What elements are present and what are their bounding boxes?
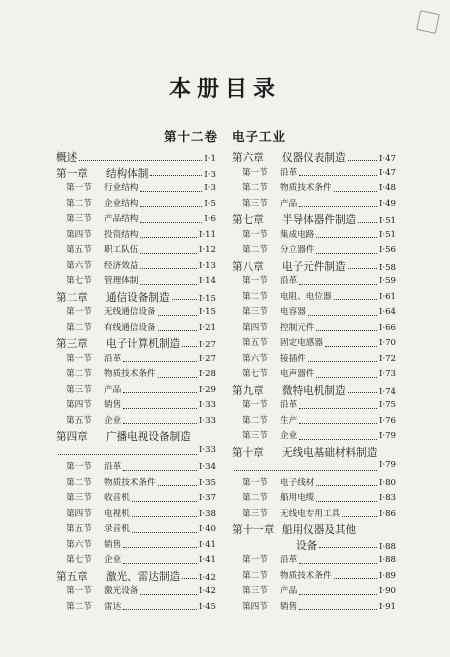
page-number: Ⅰ·41: [198, 555, 216, 565]
page-title: 本册目录: [168, 76, 281, 102]
page-number: Ⅰ·42: [198, 586, 216, 596]
entry-label: 第一节: [242, 400, 268, 410]
entry-title: 电阻、电位器: [280, 291, 332, 302]
page-number: Ⅰ·80: [378, 477, 396, 488]
toc-chapter-entry[interactable]: [56, 336, 216, 352]
page-number: Ⅰ·13: [198, 260, 216, 271]
entry-title: 电视机: [104, 508, 130, 519]
toc-chapter-entry[interactable]: [232, 538, 396, 554]
dot-leader: [172, 298, 197, 300]
entry-label: 第一节: [66, 183, 92, 193]
entry-label: 第三节: [66, 384, 92, 395]
entry-title: 固定电感器: [280, 338, 323, 348]
entry-label: 第二章: [56, 291, 88, 304]
dot-leader: [158, 376, 197, 378]
entry-title: 激光、雷达制造: [106, 570, 181, 583]
entry-title: 沿革: [280, 276, 298, 286]
toc-section-entry[interactable]: [232, 429, 396, 445]
toc-section-entry[interactable]: [232, 398, 396, 414]
page-number: Ⅰ·42: [198, 572, 216, 583]
dot-leader: [358, 221, 377, 223]
page-number: Ⅰ·29: [198, 384, 216, 395]
page-number: Ⅰ·75: [378, 400, 396, 410]
page-number: Ⅰ·48: [378, 183, 396, 193]
volume-name: 电子工业: [232, 129, 287, 144]
entry-title: 物质技术条件: [104, 369, 156, 379]
page-number: Ⅰ·51: [378, 216, 396, 226]
entry-label: 第七节: [66, 276, 92, 286]
entry-title: 概述: [56, 152, 78, 164]
page-number: Ⅰ·3: [204, 169, 216, 180]
entry-title: 电子线材: [280, 477, 315, 488]
entry-title: 管理体制: [104, 276, 139, 286]
dot-leader: [334, 577, 377, 579]
page-number: Ⅰ·1: [204, 154, 216, 164]
toc-chapter-entry[interactable]: [232, 150, 396, 166]
toc-section-entry[interactable]: [56, 321, 216, 337]
dot-leader: [182, 345, 197, 347]
page-number: Ⅰ·88: [378, 541, 396, 552]
dot-leader: [334, 298, 377, 300]
dot-leader: [299, 438, 377, 440]
entry-label: 第二节: [242, 183, 268, 193]
entry-label: 第二节: [66, 477, 92, 488]
toc-section-entry[interactable]: [56, 507, 216, 523]
toc-section-entry[interactable]: [232, 321, 396, 337]
entry-label: 第一节: [242, 276, 268, 286]
page-number: Ⅰ·86: [378, 508, 396, 519]
entry-label: 第六章: [232, 152, 264, 164]
toc-section-entry[interactable]: [56, 460, 216, 476]
toc-section-entry[interactable]: [232, 290, 396, 306]
page-number: Ⅰ·74: [378, 386, 396, 397]
entry-label: 第四章: [56, 431, 88, 443]
dot-leader: [342, 515, 377, 517]
dot-leader: [299, 562, 377, 564]
entry-title: 物质技术条件: [280, 570, 332, 581]
dot-leader: [348, 159, 377, 161]
entry-label: 第一节: [66, 462, 92, 472]
entry-title: 接插件: [280, 353, 306, 364]
toc-section-entry[interactable]: [56, 383, 216, 399]
page-number: Ⅰ·21: [198, 322, 216, 333]
page-number: Ⅰ·14: [198, 276, 216, 286]
page-number: Ⅰ·28: [198, 369, 216, 379]
toc-chapter-entry[interactable]: [232, 522, 396, 538]
toc-chapter-entry[interactable]: [232, 212, 396, 228]
page-number: Ⅰ·59: [378, 276, 396, 286]
entry-label: 第二节: [242, 493, 268, 503]
entry-title: 经济效益: [104, 260, 139, 271]
dot-leader: [123, 562, 197, 564]
toc-section-entry[interactable]: [232, 584, 396, 600]
page-number: Ⅰ·34: [198, 462, 216, 472]
entry-label: 第三节: [242, 198, 268, 209]
toc-chapter-entry[interactable]: [56, 445, 216, 461]
toc-section-entry[interactable]: [56, 522, 216, 538]
page-number: Ⅰ·88: [378, 555, 396, 565]
entry-label: 第一节: [242, 167, 268, 178]
entry-label: 第四节: [242, 322, 268, 333]
dot-leader: [182, 577, 197, 579]
dot-leader: [308, 314, 377, 316]
dot-leader: [123, 546, 197, 548]
corner-mark: [416, 10, 440, 34]
entry-title: 激光设备: [104, 586, 139, 596]
entry-title: 产品: [104, 384, 122, 395]
volume-heading: [0, 127, 450, 145]
dot-leader: [158, 314, 197, 316]
page-number: Ⅰ·89: [378, 570, 396, 581]
entry-label: 第七节: [242, 369, 268, 379]
dot-leader: [132, 531, 197, 533]
page-number: Ⅰ·35: [198, 477, 216, 488]
dot-leader: [299, 174, 377, 176]
page-number: Ⅰ·70: [378, 338, 396, 348]
dot-leader: [299, 283, 377, 285]
entry-label: 第五节: [66, 245, 92, 255]
dot-leader: [319, 546, 377, 548]
entry-title: 有线通信设备: [104, 322, 156, 333]
entry-title: 无线通信设备: [104, 307, 156, 317]
entry-label: 第二节: [242, 570, 268, 581]
entry-title: 结构体制: [106, 167, 149, 180]
dot-leader: [316, 500, 377, 502]
entry-label: 第八章: [232, 260, 264, 273]
page-number: Ⅰ·58: [378, 262, 396, 273]
page-number: Ⅰ·40: [198, 524, 216, 534]
entry-label: 第六节: [66, 260, 92, 271]
dot-leader: [123, 391, 197, 393]
entry-title: 电子计算机制造: [106, 338, 181, 350]
page-number: Ⅰ·51: [378, 229, 396, 240]
entry-title: 销售: [280, 601, 298, 612]
entry-label: 第三节: [242, 586, 268, 596]
entry-label: 第五章: [56, 570, 88, 583]
dot-leader: [299, 593, 377, 595]
dot-leader: [316, 376, 377, 378]
entry-title: 船用电缆: [280, 493, 315, 503]
toc-section-entry[interactable]: [232, 414, 396, 430]
entry-title: 销售: [104, 539, 122, 550]
toc-section-entry[interactable]: [56, 243, 216, 259]
entry-label: 第一节: [242, 477, 268, 488]
entry-title: 企业: [104, 555, 122, 565]
dot-leader: [58, 453, 197, 455]
entry-label: 第四节: [66, 508, 92, 519]
entry-title: 控制元件: [280, 322, 315, 333]
toc-section-entry[interactable]: [232, 274, 396, 290]
entry-label: 第二节: [242, 291, 268, 302]
entry-title: 产品: [280, 586, 298, 596]
dot-leader: [234, 469, 377, 471]
entry-title: 产品结构: [104, 214, 139, 224]
toc-section-entry[interactable]: [56, 212, 216, 228]
toc-chapter-entry[interactable]: [56, 569, 216, 585]
page-number: Ⅰ·76: [378, 415, 396, 426]
entry-label: 第二节: [66, 601, 92, 612]
entry-title: 沿革: [280, 400, 298, 410]
page-number: Ⅰ·33: [198, 400, 216, 410]
entry-title: 投资结构: [104, 229, 139, 240]
entry-label: 第三节: [66, 493, 92, 503]
toc-section-entry[interactable]: [232, 228, 396, 244]
entry-label: 第二节: [66, 198, 92, 209]
entry-title: 无线电基础材料制造: [282, 446, 378, 459]
page-number: Ⅰ·27: [198, 353, 216, 364]
entry-label: 第二节: [242, 245, 268, 255]
entry-label: 第三节: [242, 431, 268, 441]
dot-leader: [348, 267, 377, 269]
toc-section-entry[interactable]: [56, 414, 216, 430]
entry-title: 通信设备制造: [106, 291, 170, 304]
entry-label: 第二节: [66, 322, 92, 333]
dot-leader: [140, 283, 197, 285]
toc-section-entry[interactable]: [232, 243, 396, 259]
page-number: Ⅰ·33: [198, 415, 216, 426]
toc-section-entry[interactable]: [56, 305, 216, 321]
page-number: Ⅰ·41: [198, 539, 216, 550]
dot-leader: [299, 422, 377, 424]
dot-leader: [140, 190, 202, 192]
toc-section-entry[interactable]: [232, 507, 396, 523]
dot-leader: [150, 174, 202, 176]
toc-section-entry[interactable]: [232, 181, 396, 197]
dot-leader: [299, 407, 377, 409]
page-number: Ⅰ·27: [198, 340, 216, 350]
page-number: Ⅰ·90: [378, 586, 396, 596]
entry-title: 沿革: [104, 462, 122, 472]
toc-section-entry[interactable]: [232, 553, 396, 569]
dot-leader: [132, 500, 197, 502]
page-number: Ⅰ·73: [378, 369, 396, 379]
toc-section-entry[interactable]: [232, 476, 396, 492]
entry-title: 沿革: [280, 167, 298, 178]
page-number: Ⅰ·91: [378, 601, 396, 612]
entry-label: 第六节: [242, 353, 268, 364]
toc-left-column: [56, 150, 216, 615]
entry-title: 生产: [280, 415, 298, 426]
entry-label: 第十一章: [232, 524, 275, 536]
page-number: Ⅰ·5: [204, 198, 216, 209]
dot-leader: [140, 236, 197, 238]
dot-leader: [316, 252, 377, 254]
page-number: Ⅰ·15: [198, 293, 216, 304]
entry-title: 船用仪器及其他: [282, 524, 357, 536]
dot-leader: [299, 205, 377, 207]
toc-section-entry[interactable]: [232, 491, 396, 507]
entry-label: 第三节: [242, 307, 268, 317]
entry-title: 物质技术条件: [280, 183, 332, 193]
page-number: Ⅰ·11: [198, 229, 216, 240]
dot-leader: [140, 205, 202, 207]
entry-label: 第一节: [242, 555, 268, 565]
dot-leader: [79, 159, 202, 161]
entry-title: 沿革: [280, 555, 298, 565]
page-number: Ⅰ·47: [378, 167, 396, 178]
dot-leader: [140, 252, 197, 254]
entry-title: 雷达: [104, 601, 122, 612]
toc-chapter-entry[interactable]: [56, 166, 216, 182]
toc-section-entry[interactable]: [56, 491, 216, 507]
toc-section-entry[interactable]: [56, 367, 216, 383]
toc-chapter-entry[interactable]: [56, 150, 216, 166]
page-number: Ⅰ·6: [204, 214, 216, 224]
entry-title: 分立器件: [280, 245, 315, 255]
dot-leader: [140, 267, 197, 269]
toc-chapter-entry[interactable]: [232, 460, 396, 476]
entry-title: 收音机: [104, 493, 130, 503]
entry-title: 微特电机制造: [282, 384, 346, 397]
entry-label: 第九章: [232, 384, 264, 397]
toc-section-entry[interactable]: [232, 600, 396, 616]
page-number: Ⅰ·56: [378, 245, 396, 255]
page-number: Ⅰ·3: [204, 183, 216, 193]
entry-title: 企业: [280, 431, 298, 441]
entry-label: 第四节: [242, 601, 268, 612]
entry-label: 第四节: [66, 229, 92, 240]
entry-title: 仪器仪表制造: [282, 152, 346, 164]
page-number: Ⅰ·38: [198, 508, 216, 519]
page-number: Ⅰ·45: [198, 601, 216, 612]
dot-leader: [158, 329, 197, 331]
entry-label: 第十章: [232, 446, 264, 459]
page-number: Ⅰ·72: [378, 353, 396, 364]
dot-leader: [123, 407, 197, 409]
page-number: Ⅰ·37: [198, 493, 216, 503]
entry-title: 电容器: [280, 307, 306, 317]
toc-chapter-entry[interactable]: [232, 445, 396, 461]
toc-section-entry[interactable]: [232, 569, 396, 585]
toc-right-column: [232, 150, 396, 615]
page-number: Ⅰ·15: [198, 307, 216, 317]
dot-leader: [334, 190, 377, 192]
toc-section-entry[interactable]: [56, 600, 216, 616]
dot-leader: [299, 608, 377, 610]
toc-section-entry[interactable]: [56, 538, 216, 554]
entry-label: 第一节: [66, 307, 92, 317]
entry-label: 第五节: [242, 338, 268, 348]
toc-section-entry[interactable]: [56, 352, 216, 368]
page-number: Ⅰ·83: [378, 493, 396, 503]
entry-title: 沿革: [104, 353, 122, 364]
entry-label: 第七章: [232, 214, 264, 226]
toc-section-entry[interactable]: [232, 305, 396, 321]
toc-section-entry[interactable]: [56, 553, 216, 569]
toc-section-entry[interactable]: [232, 166, 396, 182]
entry-label: 第一节: [242, 229, 268, 240]
dot-leader: [132, 515, 197, 517]
page-number: Ⅰ·49: [378, 198, 396, 209]
toc-section-entry[interactable]: [56, 197, 216, 213]
toc-section-entry[interactable]: [56, 274, 216, 290]
dot-leader: [123, 422, 197, 424]
dot-leader: [123, 469, 197, 471]
toc-section-entry[interactable]: [56, 228, 216, 244]
entry-label: 第三节: [242, 508, 268, 519]
entry-title: 销售: [104, 400, 122, 410]
toc-section-entry[interactable]: [232, 336, 396, 352]
dot-leader: [308, 360, 377, 362]
entry-title: 设备: [296, 539, 318, 552]
toc-chapter-entry[interactable]: [232, 383, 396, 399]
toc-chapter-entry[interactable]: [56, 290, 216, 306]
toc-section-entry[interactable]: [56, 181, 216, 197]
entry-label: 第三节: [66, 214, 92, 224]
entry-title: 企业结构: [104, 198, 139, 209]
entry-title: 无线电专用工具: [280, 508, 341, 519]
entry-label: 第一章: [56, 167, 88, 180]
dot-leader: [158, 484, 197, 486]
toc-section-entry[interactable]: [232, 197, 396, 213]
page-number: Ⅰ·33: [198, 444, 216, 455]
dot-leader: [140, 221, 202, 223]
toc-chapter-entry[interactable]: [56, 429, 216, 445]
entry-title: 企业: [104, 415, 122, 426]
entry-label: 第五节: [66, 524, 92, 534]
page-number: Ⅰ·61: [378, 291, 396, 302]
entry-title: 职工队伍: [104, 245, 139, 255]
dot-leader: [348, 391, 377, 393]
dot-leader: [316, 484, 377, 486]
page-number: Ⅰ·12: [198, 245, 216, 255]
entry-label: 第一节: [66, 586, 92, 596]
toc-section-entry[interactable]: [232, 367, 396, 383]
dot-leader: [123, 608, 197, 610]
toc-section-entry[interactable]: [56, 584, 216, 600]
page-number: Ⅰ·66: [378, 322, 396, 333]
entry-title: 物质技术条件: [104, 477, 156, 488]
entry-label: 第四节: [66, 400, 92, 410]
dot-leader: [123, 360, 197, 362]
toc-section-entry[interactable]: [232, 352, 396, 368]
page-number: Ⅰ·79: [378, 431, 396, 441]
dot-leader: [140, 593, 197, 595]
toc-section-entry[interactable]: [56, 259, 216, 275]
toc-section-entry[interactable]: [56, 398, 216, 414]
dot-leader: [316, 329, 377, 331]
toc-section-entry[interactable]: [56, 476, 216, 492]
entry-label: 第七节: [66, 555, 92, 565]
dot-leader: [325, 345, 377, 347]
toc-chapter-entry[interactable]: [232, 259, 396, 275]
page-number: Ⅰ·64: [378, 307, 396, 317]
entry-title: 录音机: [104, 524, 130, 534]
page-number: Ⅰ·79: [378, 460, 396, 470]
entry-title: 行业结构: [104, 183, 139, 193]
entry-label: 第三章: [56, 338, 88, 350]
entry-title: 电声器件: [280, 369, 315, 379]
entry-label: 第六节: [66, 539, 92, 550]
entry-title: 电子元件制造: [282, 260, 346, 273]
entry-label: 第二节: [242, 415, 268, 426]
dot-leader: [316, 236, 377, 238]
entry-label: 第二节: [66, 369, 92, 379]
entry-title: 广播电视设备制造: [106, 431, 191, 443]
entry-label: 第一节: [66, 353, 92, 364]
volume-label: 第十二卷: [163, 129, 218, 144]
entry-label: 第五节: [66, 415, 92, 426]
entry-title: 产品: [280, 198, 298, 209]
entry-title: 集成电路: [280, 229, 315, 240]
page-number: Ⅰ·47: [378, 154, 396, 164]
entry-title: 半导体器件制造: [282, 214, 357, 226]
